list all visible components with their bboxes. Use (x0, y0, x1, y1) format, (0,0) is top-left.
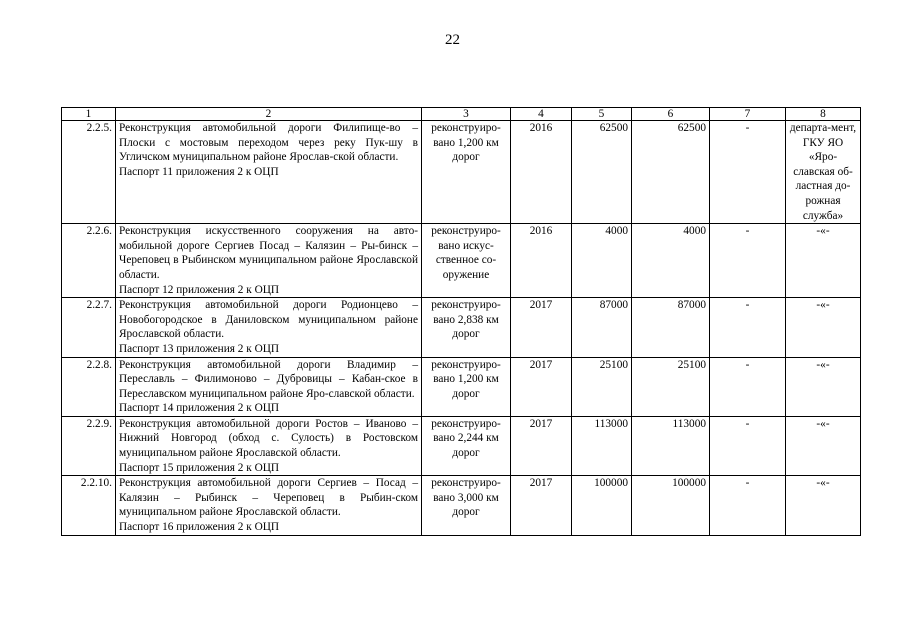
item-value-col6: 25100 (632, 357, 710, 416)
item-number: 2.2.5. (62, 121, 116, 224)
item-executor: -«- (786, 224, 861, 298)
item-number: 2.2.9. (62, 416, 116, 475)
item-year: 2017 (511, 298, 572, 357)
item-value-col6: 4000 (632, 224, 710, 298)
item-value-col7: - (710, 416, 786, 475)
item-executor: -«- (786, 357, 861, 416)
item-description: Реконструкция автомобильной дороги Владимир – Переславль – Филимоново – Дубровицы – Кабан-ское в Переславском муниципальном районе Яро-славской области. (119, 358, 418, 400)
table-row (62, 121, 861, 224)
item-value-col7: - (710, 476, 786, 535)
item-description: Реконструкция автомобильной дороги Родионцево – Новобогородское в Даниловском муниципальном районе Ярославской области. (119, 299, 418, 341)
item-result: реконструиро-вано 1,200 км дорог (422, 121, 511, 224)
item-year: 2016 (511, 121, 572, 224)
item-value-col6: 100000 (632, 476, 710, 535)
item-value-col6: 87000 (632, 298, 710, 357)
item-description: Реконструкция искусственного сооружения на авто-мобильной дороге Сергиев Посад – Калязин – Ры-бинск – Череповец в Рыбинском муниципальном районе Ярославской области. (119, 225, 418, 281)
activities-table (61, 107, 861, 536)
item-value-col5: 4000 (572, 224, 632, 298)
item-passport: Паспорт 16 приложения 2 к ОЦП (119, 521, 280, 534)
header-cell: 6 (632, 108, 710, 121)
item-value-col7: - (710, 298, 786, 357)
header-cell: 1 (62, 108, 116, 121)
item-result: реконструиро-вано 1,200 км дорог (422, 357, 511, 416)
item-value-col5: 113000 (572, 416, 632, 475)
table-row (62, 224, 861, 298)
item-value-col7: - (710, 121, 786, 224)
item-name (116, 476, 422, 535)
item-value-col5: 100000 (572, 476, 632, 535)
item-executor: департа-мент, ГКУ ЯО «Яро-славская об-ластная до-рожная служба» (786, 121, 861, 224)
table-row (62, 357, 861, 416)
table-row (62, 476, 861, 535)
item-result: реконструиро-вано 3,000 км дорог (422, 476, 511, 535)
item-value-col5: 25100 (572, 357, 632, 416)
item-passport: Паспорт 13 приложения 2 к ОЦП (119, 342, 280, 355)
table-row (62, 416, 861, 475)
item-description: Реконструкция автомобильной дороги Ростов – Иваново – Нижний Новгород (обход с. Сулость) в Ростовском муниципальном районе Ярославской области. (119, 417, 418, 460)
page-number: 22 (445, 32, 460, 48)
item-name (116, 298, 422, 357)
item-passport: Паспорт 11 приложения 2 к ОЦП (119, 165, 279, 178)
item-value-col7: - (710, 224, 786, 298)
item-value-col5: 62500 (572, 121, 632, 224)
item-name (116, 416, 422, 475)
item-year: 2017 (511, 357, 572, 416)
item-number: 2.2.10. (62, 476, 116, 535)
item-description: Реконструкция автомобильной дороги Сергиев – Посад – Калязин – Рыбинск – Череповец в Рыбин-ском муниципальном районе Ярославской области. (119, 477, 418, 519)
item-year: 2017 (511, 416, 572, 475)
item-value-col6: 62500 (632, 121, 710, 224)
item-value-col5: 87000 (572, 298, 632, 357)
item-year: 2016 (511, 224, 572, 298)
header-cell: 8 (786, 108, 861, 121)
item-result: реконструиро-вано искус-ственное со-оружение (422, 224, 511, 298)
item-passport: Паспорт 14 приложения 2 к ОЦП (119, 402, 280, 415)
item-description: Реконструкция автомобильной дороги Филипище-во – Плоски с мостовым переходом через реку Пук-шу в Угличском муниципальном районе Ярослав-ской области. (119, 122, 418, 164)
item-name (116, 224, 422, 298)
item-passport: Паспорт 12 приложения 2 к ОЦП (119, 283, 280, 296)
table-header (62, 108, 861, 121)
item-executor: -«- (786, 416, 861, 475)
item-executor: -«- (786, 298, 861, 357)
item-number: 2.2.7. (62, 298, 116, 357)
table-row (62, 298, 861, 357)
item-number: 2.2.8. (62, 357, 116, 416)
item-number: 2.2.6. (62, 224, 116, 298)
item-result: реконструиро-вано 2,244 км дорог (422, 416, 511, 475)
item-name (116, 121, 422, 224)
header-cell: 5 (572, 108, 632, 121)
header-cell: 4 (511, 108, 572, 121)
item-value-col7: - (710, 357, 786, 416)
header-cell: 3 (422, 108, 511, 121)
item-result: реконструиро-вано 2,838 км дорог (422, 298, 511, 357)
item-value-col6: 113000 (632, 416, 710, 475)
item-passport: Паспорт 15 приложения 2 к ОЦП (119, 461, 280, 474)
item-executor: -«- (786, 476, 861, 535)
header-cell: 2 (116, 108, 422, 121)
item-name (116, 357, 422, 416)
header-cell: 7 (710, 108, 786, 121)
item-year: 2017 (511, 476, 572, 535)
